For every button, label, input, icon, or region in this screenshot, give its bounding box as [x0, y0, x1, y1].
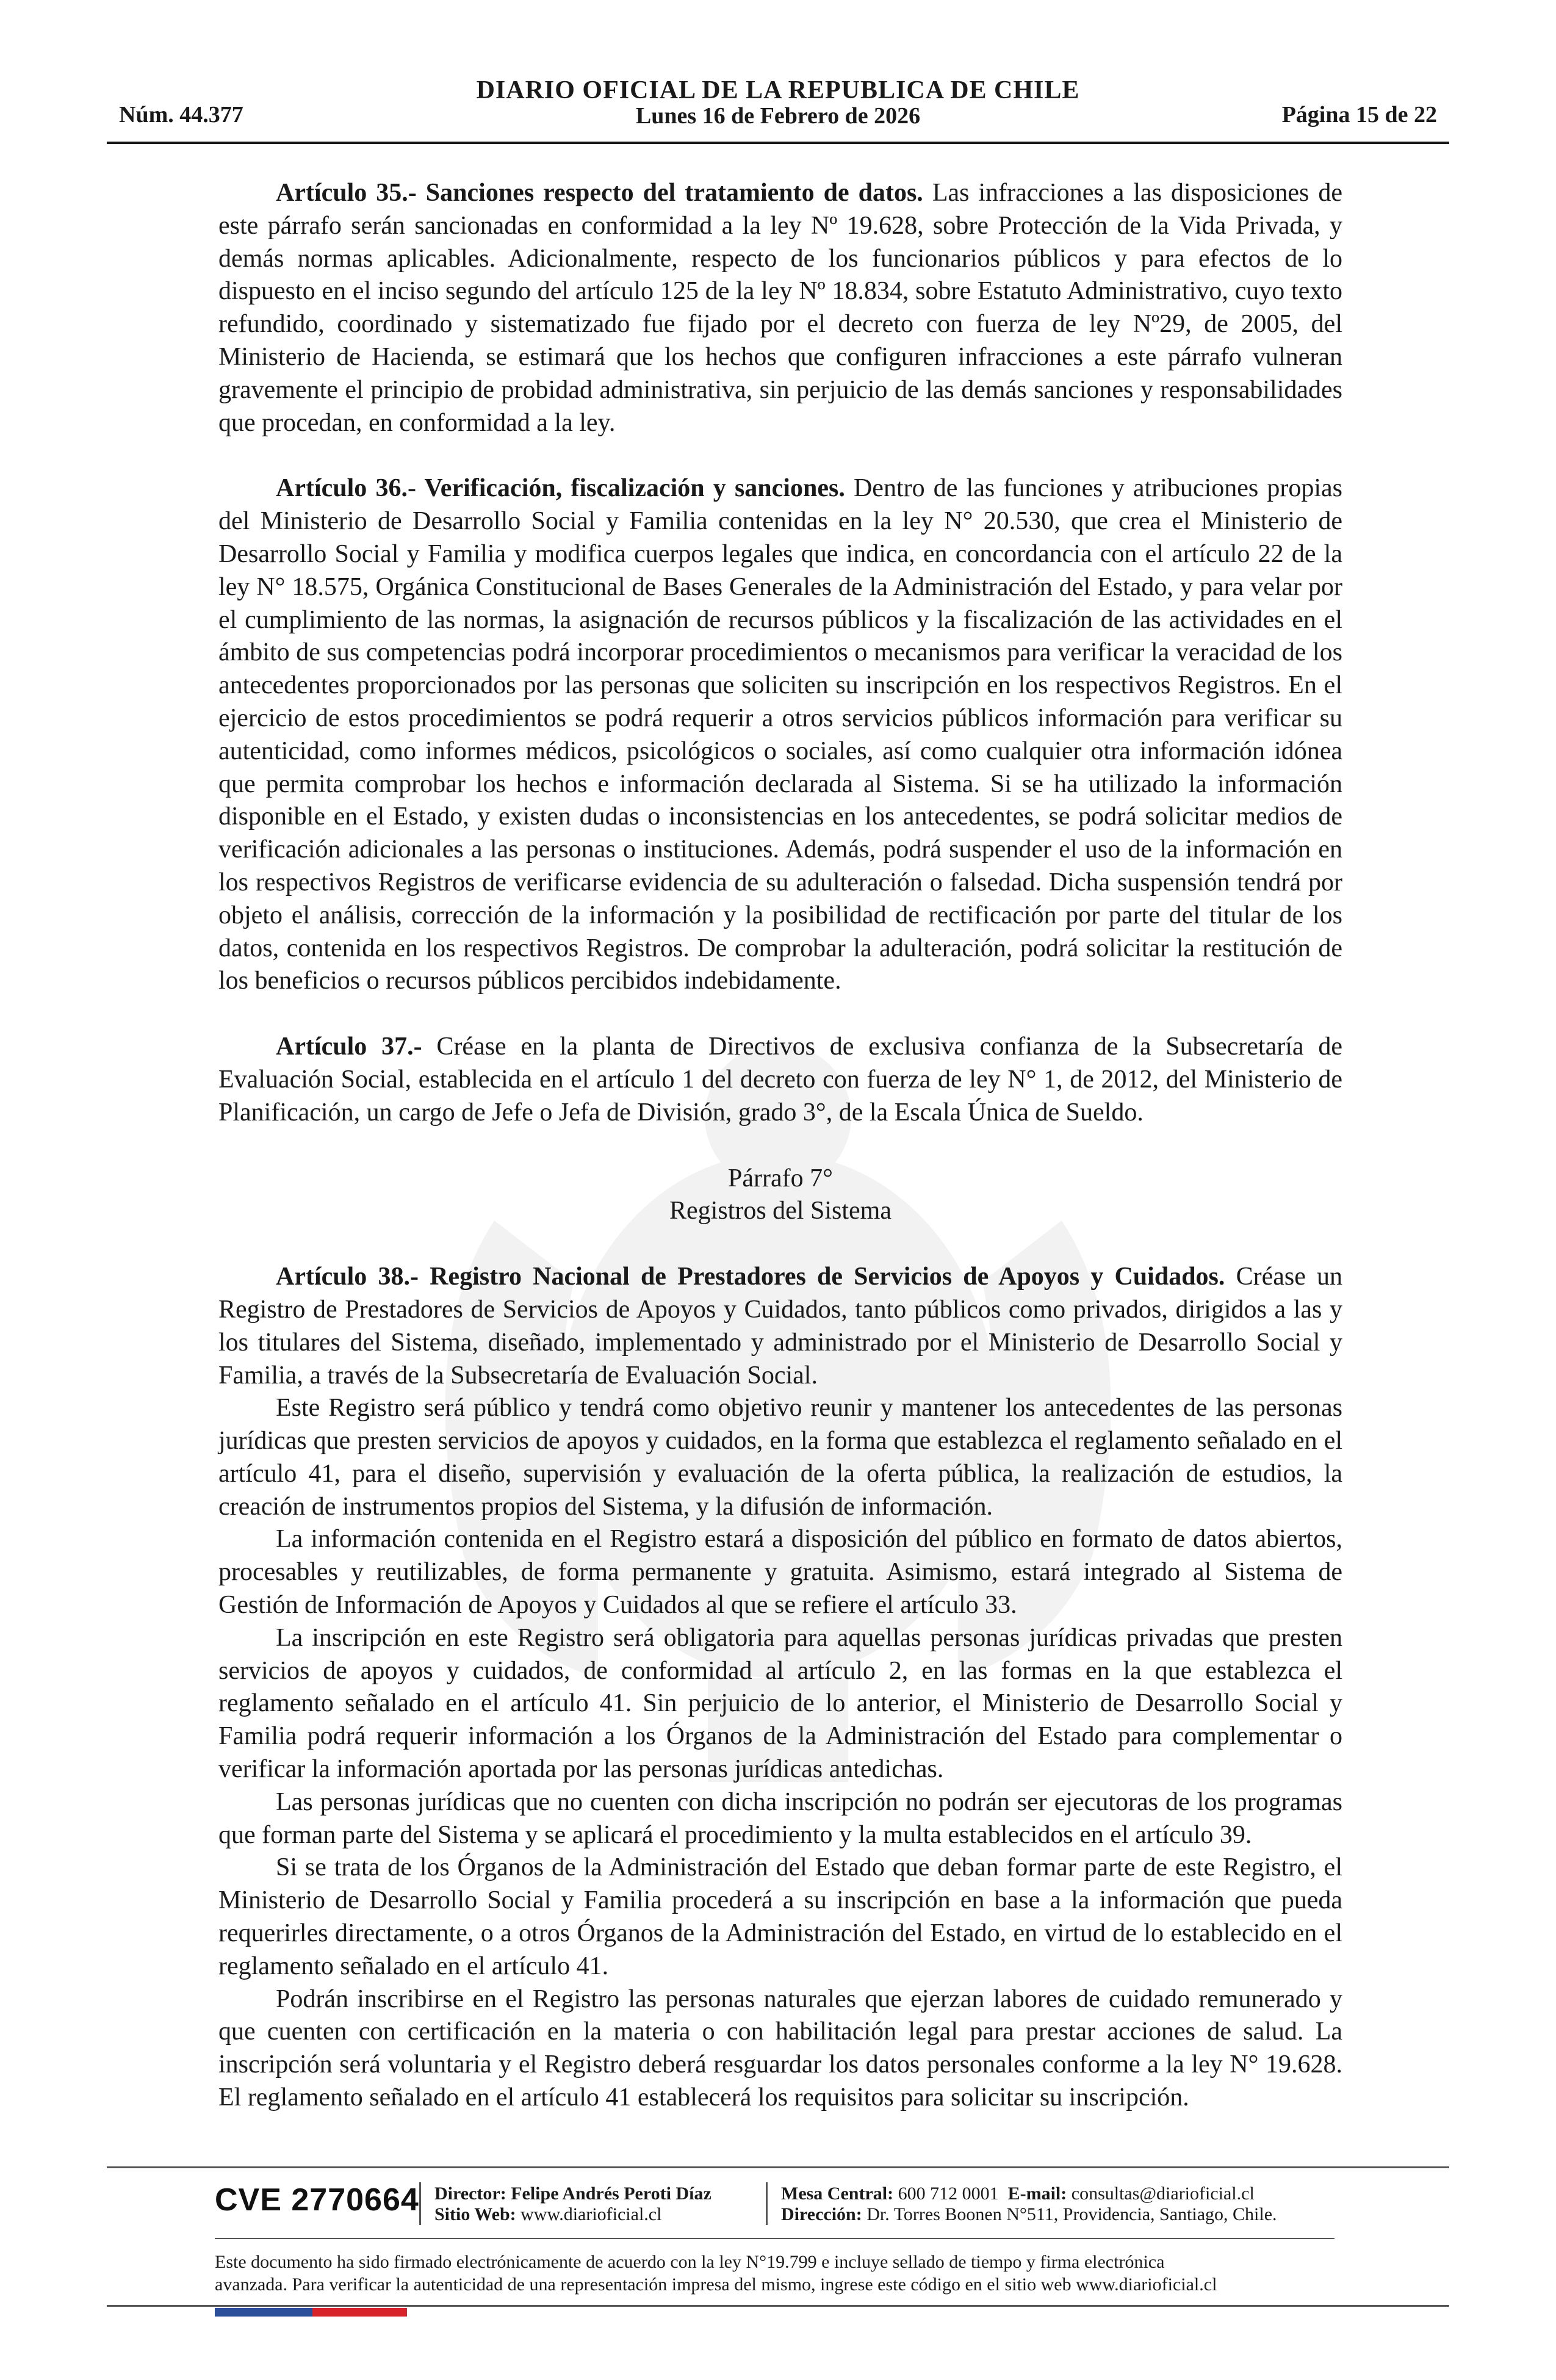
section-number: Párrafo 7°	[728, 1164, 833, 1192]
article-37	[218, 1031, 1342, 1129]
article-36	[218, 472, 1342, 998]
director-label: Director:	[434, 2183, 506, 2204]
website-link[interactable]: www.diarioficial.cl	[520, 2204, 662, 2224]
footer-separator	[766, 2182, 768, 2225]
footer-divider	[215, 2238, 1334, 2239]
phone-value: 600 712 0001	[898, 2183, 999, 2204]
footer-divider	[107, 2166, 1449, 2168]
article-35-text: Las infracciones a las disposiciones de este párrafo serán sancionadas en conformidad a la ley Nº 19.628, sobre Protección de la Vida Privada, y demás normas aplicables. Adicionalmente, respecto de los funcionarios públicos y para efectos de lo dispuesto en el inciso segundo del artículo 125 de la ley Nº 18.834, sobre Estatuto Administrativo, cuyo texto refundido, coordinado y sistematizado fue fijado por el decreto con fuerza de ley Nº29, de 2005, del Ministerio de Hacienda, se estimará que los hechos que configuren infracciones a este párrafo vulneran gravemente el principio de probidad administrativa, sin perjuicio de las demás sanciones y responsabilidades que procedan, en conformidad a la ley.	[218, 179, 1342, 437]
website-label: Sitio Web:	[434, 2204, 516, 2224]
email-link[interactable]: consultas@diarioficial.cl	[1071, 2183, 1255, 2204]
article-35-title: Artículo 35.- Sanciones respecto del tratamiento de datos.	[276, 179, 923, 207]
phone-label: Mesa Central:	[781, 2183, 894, 2204]
article-38-title: Artículo 38.- Registro Nacional de Prestadores de Servicios de Apoyos y Cuidados.	[276, 1263, 1225, 1291]
legal-notice-line: Este documento ha sido firmado electrónicamente de acuerdo con la ley N°19.799 e incluye sellado de tiempo y firma electrónica	[215, 2252, 1165, 2272]
document-body	[218, 177, 1342, 2115]
legal-notice	[215, 2251, 1350, 2296]
article-37-text: Créase en la planta de Directivos de exclusiva confianza de la Subsecretaría de Evaluación Social, establecida en el artículo 1 del decreto con fuerza de ley N° 1, de 2012, del Ministerio de Planificación, un cargo de Jefe o Jefa de División, grado 3°, de la Escala Única de Sueldo.	[218, 1033, 1342, 1127]
flag-stripe-red	[312, 2308, 407, 2317]
article-38-text: Créase un Registro de Prestadores de Servicios de Apoyos y Cuidados, tanto públicos como privados, dirigidos a las y los titulares del Sistema, diseñado, implementado y administrado por el Ministerio de Desarrollo Social y Familia, a través de la Subsecretaría de Evaluación Social.	[218, 1263, 1342, 1390]
article-38-paragraph: Si se trata de los Órganos de la Administración del Estado que deban formar parte de este Registro, el Ministerio de Desarrollo Social y Familia procederá a su inscripción en base a la información que pueda requerirles directamente, o a otros Órganos de la Administración del Estado, en virtud de lo establecido en el reglamento señalado en el artículo 41.	[218, 1853, 1342, 1980]
section-title: Registros del Sistema	[669, 1197, 891, 1225]
email-label: E-mail:	[1007, 2183, 1067, 2204]
flag-stripe-blue	[215, 2308, 312, 2317]
legal-notice-line: avanzada. Para verificar la autenticidad de una representación impresa del mismo, ingrese este código en el sitio web www.diarioficial.cl	[215, 2274, 1217, 2295]
director-name: Felipe Andrés Peroti Díaz	[511, 2183, 711, 2204]
article-38	[218, 1261, 1342, 1392]
article-38-paragraph: La inscripción en este Registro será obligatoria para aquellas personas jurídicas privadas que presten servicios de apoyos y cuidados, de conformidad al artículo 2, en las formas en la que establezca el reglamento señalado en el artículo 41. Sin perjuicio de lo anterior, el Ministerio de Desarrollo Social y Familia podrá requerir información a los Órganos de la Administración del Estado para complementar o verificar la información aportada por las personas jurídicas antedichas.	[218, 1623, 1342, 1784]
article-36-title: Artículo 36.- Verificación, fiscalización y sanciones.	[276, 474, 845, 503]
footer-director-block	[434, 2183, 711, 2225]
cve-code: CVE 2770664	[215, 2182, 419, 2218]
article-37-title: Artículo 37.-	[276, 1033, 422, 1061]
header-divider	[107, 142, 1449, 144]
article-38-paragraph: La información contenida en el Registro estará a disposición del público en formato de datos abiertos, procesables y reutilizables, de forma permanente y gratuita. Asimismo, estará integrado al Sistema de Gestión de Información de Apoyos y Cuidados al que se refiere el artículo 33.	[218, 1525, 1342, 1620]
article-38-paragraph: Las personas jurídicas que no cuenten con dicha inscripción no podrán ser ejecutoras de los programas que forman parte del Sistema y se aplicará el procedimiento y la multa establecidos en el artículo 39.	[218, 1787, 1342, 1849]
address-value: Dr. Torres Boonen N°511, Providencia, Santiago, Chile.	[866, 2204, 1277, 2224]
page-indicator: Página 15 de 22	[1281, 102, 1437, 128]
issue-number: Núm. 44.377	[119, 102, 243, 128]
article-38-paragraph: Podrán inscribirse en el Registro las personas naturales que ejerzan labores de cuidado remunerado y que cuenten con certificación en la materia o con habilitación legal para prestar acciones de salud. La inscripción será voluntaria y el Registro deberá resguardar los datos personales conforme a la ley N° 19.628. El reglamento señalado en el artículo 41 establecerá los requisitos para solicitar su inscripción.	[218, 1985, 1342, 2112]
publication-date: Lunes 16 de Febrero de 2026	[635, 103, 921, 129]
section-heading	[218, 1163, 1342, 1228]
article-36-text: Dentro de las funciones y atribuciones propias del Ministerio de Desarrollo Social y Familia contenidas en la ley N° 20.530, que crea el Ministerio de Desarrollo Social y Familia y modifica cuerpos legales que indica, en concordancia con el artículo 22 de la ley N° 18.575, Orgánica Constitucional de Bases Generales de la Administración del Estado, y para velar por el cumplimiento de las normas, la asignación de recursos públicos y la fiscalización de las actividades en el ámbito de sus competencias podrá incorporar procedimientos o mecanismos para verificar la veracidad de los antecedentes proporcionados por las personas que soliciten su inscripción en los respectivos Registros. En el ejercicio de estos procedimientos se podrá requerir a otros servicios públicos información para verificar su autenticidad, como informes médicos, psicológicos o sociales, así como cualquier otra información idónea que permita comprobar los hechos e información declarada al Sistema. Si se ha utilizado la información disponible en el Estado, y existen dudas o inconsistencias en los antecedentes, se podrá solicitar medios de verificación adicionales a las personas o instituciones. Además, podrá suspender el uso de la información en los respectivos Registros de verificarse evidencia de su adulteración o falsedad. Dicha suspensión tendrá por objeto el análisis, corrección de la información y la posibilidad de rectificación por parte del titular de los datos, contenida en los respectivos Registros. De comprobar la adulteración, podrá solicitar la restitución de los beneficios o recursos públicos percibidos indebidamente.	[218, 474, 1342, 995]
footer-divider	[107, 2305, 1449, 2307]
address-label: Dirección:	[781, 2204, 862, 2224]
footer-contact-block	[781, 2183, 1277, 2225]
article-38-paragraph: Este Registro será público y tendrá como objetivo reunir y mantener los antecedentes de las personas jurídicas que presten servicios de apoyos y cuidados, en la forma que establezca el reglamento señalado en el artículo 41, para el diseño, supervisión y evaluación de la oferta pública, la realización de estudios, la creación de instrumentos propios del Sistema, y la difusión de información.	[218, 1394, 1342, 1521]
publication-title: DIARIO OFICIAL DE LA REPUBLICA DE CHILE	[476, 76, 1080, 104]
footer-separator	[419, 2182, 421, 2225]
article-35	[218, 177, 1342, 439]
